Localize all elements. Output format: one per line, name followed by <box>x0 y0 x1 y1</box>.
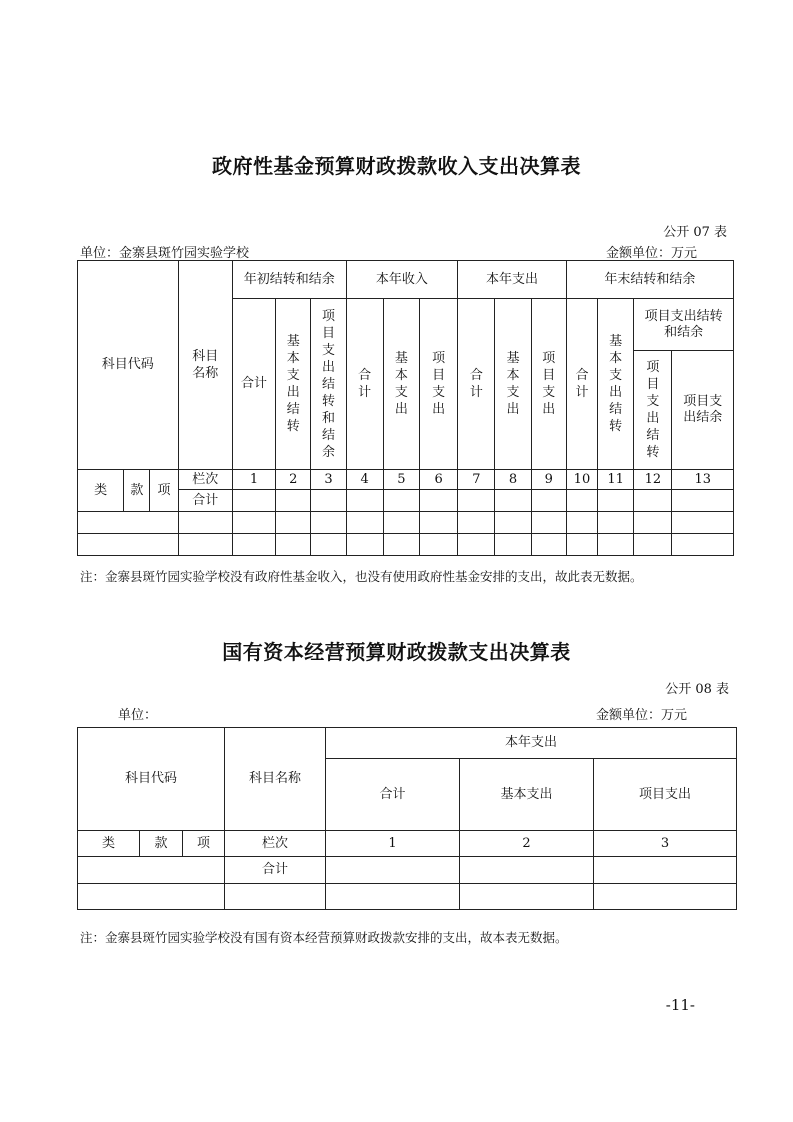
col-begin-basic-carry: 基本支出结转 <box>276 299 311 470</box>
empty-cell <box>326 884 460 910</box>
col-begin-project-carry-surplus: 项目支出结转和结余 <box>311 299 346 470</box>
empty-cell <box>346 534 383 556</box>
empty-cell <box>78 512 179 534</box>
empty-cell <box>232 534 275 556</box>
col-end-basic-carry: 基本支出结转 <box>598 299 634 470</box>
empty-cell <box>634 512 672 534</box>
empty-cell <box>383 534 419 556</box>
col-number: 2 <box>276 470 311 490</box>
col-expense-total: 合计 <box>458 299 495 470</box>
empty-cell <box>346 490 383 512</box>
col-end-total: 合计 <box>566 299 597 470</box>
header-subject-name: 科目名称 <box>178 261 232 470</box>
empty-cell <box>458 534 495 556</box>
empty-cell <box>594 884 737 910</box>
col-expense-basic: 基本支出 <box>495 299 531 470</box>
col-begin-total: 合计 <box>232 299 275 470</box>
empty-cell <box>672 490 734 512</box>
empty-cell <box>458 490 495 512</box>
label-lei: 类 <box>78 831 140 857</box>
empty-cell <box>420 490 458 512</box>
table07-note: 注：金寨县斑竹园实验学校没有政府性基金收入，也没有使用政府性基金安排的支出，故此表无数据。 <box>80 569 643 584</box>
empty-cell <box>276 512 311 534</box>
table07-amount-unit: 金额单位：万元 <box>606 246 698 261</box>
header-end-project: 项目支出结转和结余 <box>634 299 734 351</box>
label-kuan: 款 <box>124 470 150 512</box>
empty-cell <box>311 512 346 534</box>
col-end-project-carry: 项目支出结转 <box>634 351 672 470</box>
label-xiang: 项 <box>150 470 178 512</box>
col-number: 11 <box>598 470 634 490</box>
label-kuan: 款 <box>140 831 183 857</box>
col-number: 7 <box>458 470 495 490</box>
empty-cell <box>598 512 634 534</box>
empty-cell <box>420 534 458 556</box>
col-number: 3 <box>311 470 346 490</box>
empty-cell <box>672 534 734 556</box>
empty-cell <box>634 534 672 556</box>
label-lanci: 栏次 <box>178 470 232 490</box>
empty-cell <box>78 857 225 884</box>
col-number: 3 <box>594 831 737 857</box>
table07 <box>77 260 734 556</box>
empty-cell <box>495 534 531 556</box>
header-begin-balance: 年初结转和结余 <box>232 261 346 299</box>
empty-cell <box>531 512 566 534</box>
label-xiang: 项 <box>183 831 225 857</box>
col-number: 10 <box>566 470 597 490</box>
empty-cell <box>326 857 460 884</box>
header-subject-code: 科目代码 <box>78 261 179 470</box>
empty-cell <box>420 512 458 534</box>
col-number: 1 <box>326 831 460 857</box>
empty-cell <box>594 857 737 884</box>
header-subject-name: 科目名称 <box>225 728 326 831</box>
empty-cell <box>495 512 531 534</box>
table-row <box>78 884 737 910</box>
header-expense: 本年支出 <box>458 261 567 299</box>
table08-note: 注：金寨县斑竹园实验学校没有国有资本经营预算财政拨款安排的支出，故本表无数据。 <box>80 930 568 945</box>
empty-cell <box>566 534 597 556</box>
empty-cell <box>311 534 346 556</box>
col-number: 5 <box>383 470 419 490</box>
empty-cell <box>276 490 311 512</box>
table-row <box>78 534 734 556</box>
col-number: 2 <box>460 831 594 857</box>
empty-cell <box>458 512 495 534</box>
col-number: 6 <box>420 470 458 490</box>
table07-title: 政府性基金预算财政拨款收入支出决算表 <box>212 154 581 178</box>
table07-unit: 单位：金寨县斑竹园实验学校 <box>80 246 250 261</box>
col-number: 8 <box>495 470 531 490</box>
col-total: 合计 <box>326 759 460 831</box>
col-income-basic: 基本支出 <box>383 299 419 470</box>
empty-cell <box>531 490 566 512</box>
empty-cell <box>78 534 179 556</box>
empty-cell <box>531 534 566 556</box>
header-subject-code: 科目代码 <box>78 728 225 831</box>
empty-cell <box>178 534 232 556</box>
empty-cell <box>276 534 311 556</box>
col-income-project: 项目支出 <box>420 299 458 470</box>
empty-cell <box>311 490 346 512</box>
empty-cell <box>460 884 594 910</box>
col-number: 9 <box>531 470 566 490</box>
col-number: 1 <box>232 470 275 490</box>
col-basic-expense: 基本支出 <box>460 759 594 831</box>
empty-cell <box>566 512 597 534</box>
empty-cell <box>346 512 383 534</box>
page-number: -11- <box>665 996 695 1014</box>
empty-cell <box>178 512 232 534</box>
table08-title: 国有资本经营预算财政拨款支出决算表 <box>222 640 571 664</box>
label-lanci: 栏次 <box>225 831 326 857</box>
empty-cell <box>232 512 275 534</box>
empty-cell <box>495 490 531 512</box>
header-end-balance: 年末结转和结余 <box>566 261 733 299</box>
empty-cell <box>78 884 225 910</box>
header-income: 本年收入 <box>346 261 458 299</box>
label-heji: 合计 <box>178 490 232 512</box>
col-number: 12 <box>634 470 672 490</box>
header-expense: 本年支出 <box>326 728 737 759</box>
col-end-project-surplus: 项目支出结余 <box>672 351 734 470</box>
empty-cell <box>598 490 634 512</box>
empty-cell <box>225 884 326 910</box>
col-number: 4 <box>346 470 383 490</box>
empty-cell <box>232 490 275 512</box>
table-row <box>78 512 734 534</box>
empty-cell <box>634 490 672 512</box>
table08-code: 公开 08 表 <box>665 682 729 697</box>
col-number: 13 <box>672 470 734 490</box>
empty-cell <box>672 512 734 534</box>
empty-cell <box>598 534 634 556</box>
table07-code: 公开 07 表 <box>663 225 727 240</box>
label-lei: 类 <box>78 470 124 512</box>
table08 <box>77 727 737 910</box>
empty-cell <box>383 512 419 534</box>
empty-cell <box>383 490 419 512</box>
empty-cell <box>460 857 594 884</box>
table08-amount-unit: 金额单位：万元 <box>596 708 688 723</box>
col-project-expense: 项目支出 <box>594 759 737 831</box>
table08-unit: 单位： <box>118 708 158 723</box>
col-income-total: 合计 <box>346 299 383 470</box>
empty-cell <box>566 490 597 512</box>
label-heji: 合计 <box>225 857 326 884</box>
col-expense-project: 项目支出 <box>531 299 566 470</box>
